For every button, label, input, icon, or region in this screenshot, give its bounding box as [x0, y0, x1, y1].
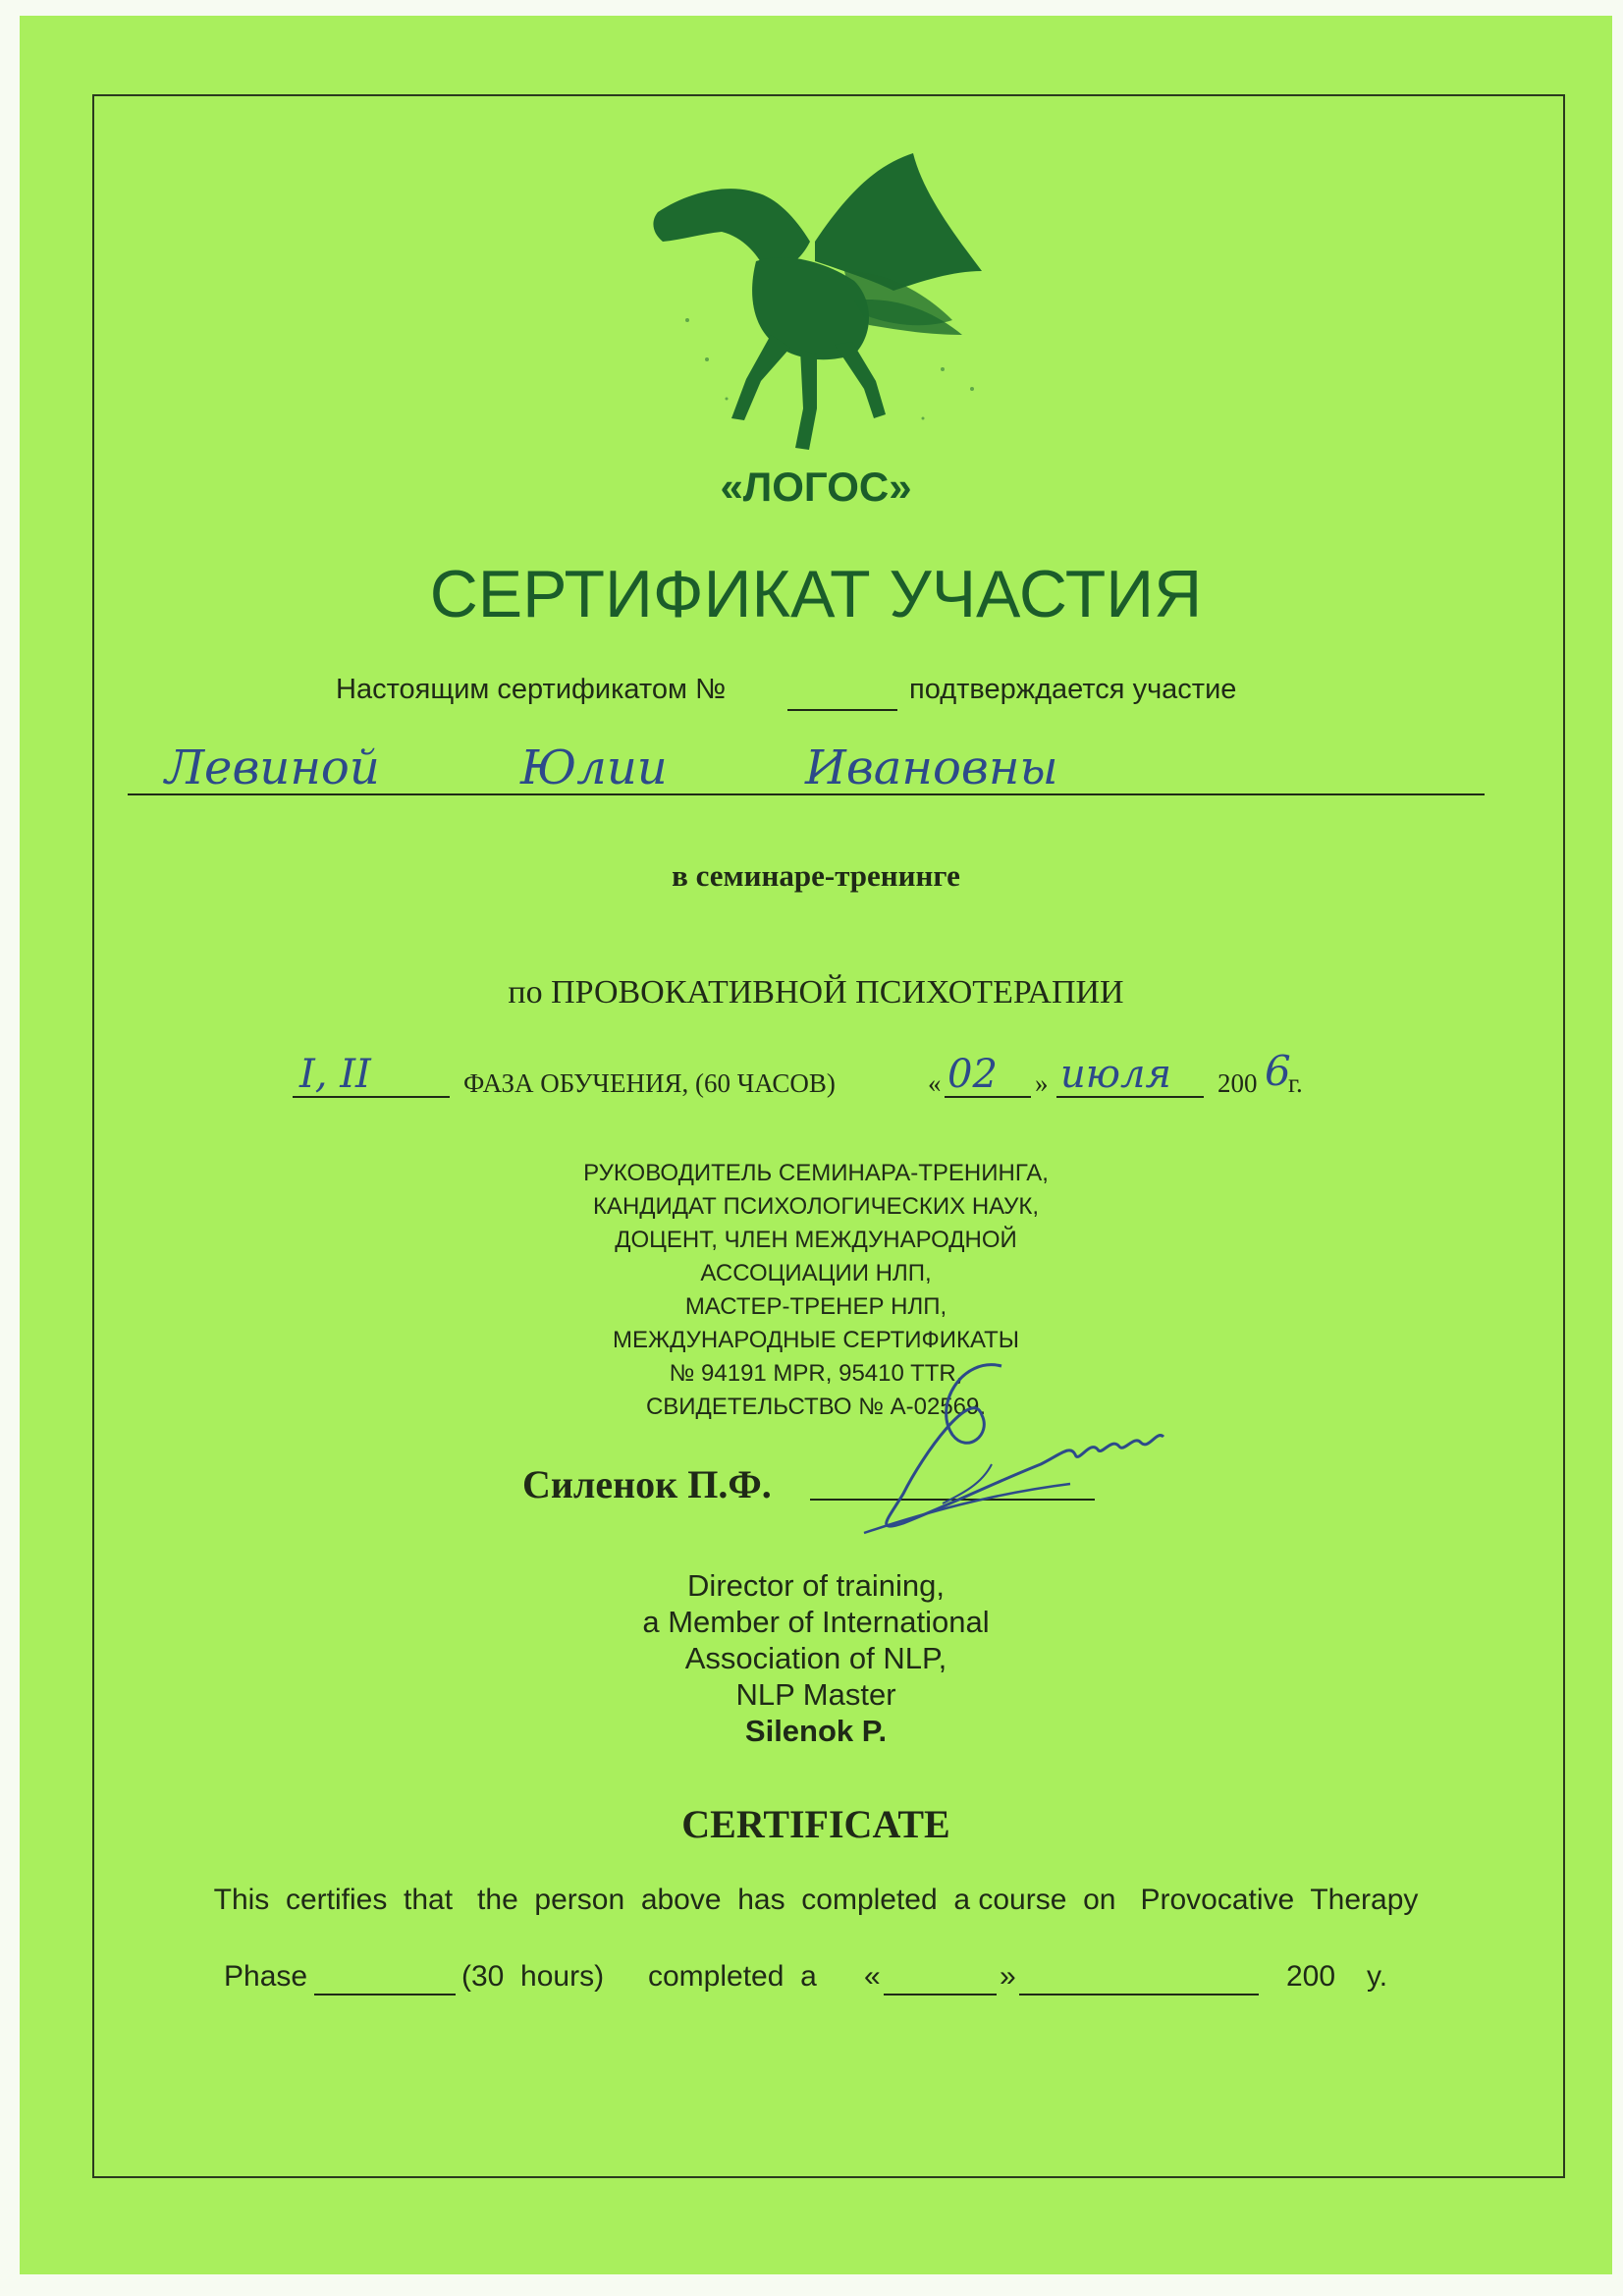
number-blank [787, 709, 897, 711]
day-value: 02 [947, 1052, 998, 1097]
director-ru-block [20, 1157, 1612, 1424]
month-blank-en [1019, 1994, 1259, 1995]
director-en-line: a Member of International [642, 1605, 990, 1639]
seminar-label: в семинаре-тренинге [672, 858, 960, 893]
completed-en: completed a [648, 1960, 817, 1993]
day-quote-close: » [1035, 1068, 1049, 1098]
seminar-subject: по ПРОВОКАТИВНОЙ ПСИХОТЕРАПИИ [508, 974, 1124, 1011]
year-suffix-en: y. [1367, 1960, 1388, 1993]
director-en-name: Silenok P. [744, 1714, 888, 1748]
phase-blank [293, 1096, 450, 1098]
director-ru-line: РУКОВОДИТЕЛЬ СЕМИНАРА-ТРЕНИНГА, [583, 1160, 1049, 1186]
director-en-line: NLP Master [735, 1677, 896, 1712]
quote-open-en: « [864, 1960, 881, 1993]
participant-name-part2: Юлии [520, 740, 668, 795]
director-en-line: Director of training, [687, 1568, 945, 1603]
director-ru-line: МЕЖДУНАРОДНЫЕ СЕРТИФИКАТЫ [612, 1327, 1020, 1353]
signature-icon [844, 1346, 1178, 1553]
month-value: июля [1060, 1052, 1171, 1097]
participant-name-line [128, 793, 1485, 795]
director-ru-name: Силенок П.Ф. [522, 1462, 772, 1506]
quote-close-en: » [1000, 1960, 1016, 1993]
day-quote-open: « [928, 1068, 942, 1098]
certificate-sheet [20, 16, 1612, 2274]
phase-label-en: Phase [224, 1960, 308, 1993]
pegasus-logo-icon [628, 124, 1041, 467]
year-prefix: 200 [1217, 1068, 1258, 1098]
day-blank-en [884, 1994, 997, 1995]
phase-blank-en [314, 1994, 456, 1995]
day-blank [945, 1096, 1031, 1098]
participant-name-part1: Левиной [165, 740, 380, 795]
phase-value: I, II [299, 1052, 371, 1097]
number-prefix: Настоящим сертификатом № [336, 674, 727, 705]
director-en-block [20, 1567, 1612, 1749]
year-suffix: г. [1288, 1068, 1303, 1098]
month-blank [1056, 1096, 1204, 1098]
certificate-title: СЕРТИФИКАТ УЧАСТИЯ [429, 557, 1203, 631]
director-ru-line: АССОЦИАЦИИ НЛП, [700, 1260, 932, 1286]
certificate-statement: This certifies that the person above has completed a course on Provocative Therapy [213, 1884, 1419, 1916]
certificate-en-title: CERTIFICATE [681, 1802, 950, 1846]
director-ru-line: № 94191 MPR, 95410 TTR, [669, 1360, 963, 1387]
participant-name-part3: Ивановны [805, 740, 1058, 795]
year-value: 6 [1265, 1047, 1291, 1095]
director-ru-line: СВИДЕТЕЛЬСТВО № А-02569. [645, 1394, 987, 1420]
brand-name: «ЛОГОС» [720, 464, 912, 510]
director-en-line: Association of NLP, [684, 1641, 947, 1675]
director-ru-line: КАНДИДАТ ПСИХОЛОГИЧЕСКИХ НАУК, [592, 1193, 1040, 1220]
phase-text: ФАЗА ОБУЧЕНИЯ, (60 ЧАСОВ) [463, 1068, 836, 1098]
year-en: 200 [1286, 1960, 1336, 1993]
number-suffix: подтверждается участие [909, 674, 1237, 705]
director-ru-line: МАСТЕР-ТРЕНЕР НЛП, [684, 1293, 947, 1320]
hours-en: (30 hours) [461, 1960, 605, 1993]
director-ru-line: ДОЦЕНТ, ЧЛЕН МЕЖДУНАРОДНОЙ [615, 1227, 1017, 1253]
